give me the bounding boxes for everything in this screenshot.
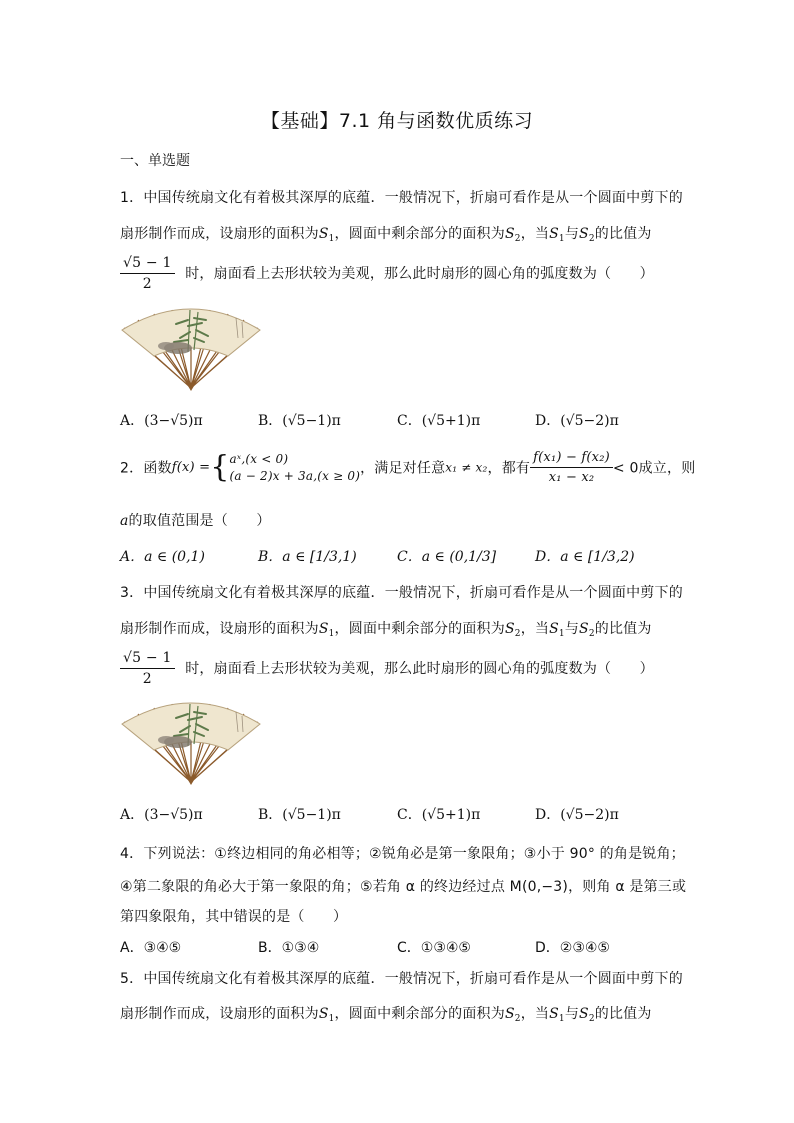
question-text: 第四象限角，其中错误的是（ ） bbox=[120, 909, 348, 925]
question-text: 中国传统扇文化有着极其深厚的底蕴．一般情况下，折扇可看作是从一个圆面中剪下的 bbox=[143, 971, 683, 987]
math-s2: $S_2$ bbox=[504, 226, 521, 244]
question-text: 下列说法：①终边相同的角必相等；②锐角必是第一象限角；③小于 90° 的角是锐角； bbox=[143, 846, 685, 862]
option-b[interactable]: B．(√5−1)π bbox=[258, 413, 341, 429]
option-d[interactable]: D．(√5−2)π bbox=[535, 807, 619, 823]
question-number: 2． bbox=[120, 460, 144, 477]
piecewise-brace: { bbox=[210, 449, 230, 485]
question-number: 3． bbox=[120, 585, 144, 601]
section-heading: 一、单选题 bbox=[120, 153, 190, 169]
option-c[interactable]: C．(√5+1)π bbox=[397, 807, 481, 823]
option-a[interactable]: A．③④⑤ bbox=[120, 940, 182, 956]
folding-fan-image bbox=[118, 300, 264, 392]
question-number: 5． bbox=[120, 971, 144, 987]
golden-ratio-fraction: $\frac{√5 - 1}{2}$ bbox=[120, 255, 175, 292]
question-text: 扇形制作而成，设扇形的面积为 bbox=[120, 226, 319, 242]
option-c[interactable]: C．①③④⑤ bbox=[397, 940, 471, 956]
question-number: 4． bbox=[120, 846, 144, 862]
golden-ratio-fraction: $\frac{√5 - 1}{2}$ bbox=[120, 650, 175, 687]
question-text: 时，扇面看上去形状较为美观，那么此时扇形的圆心角的弧度数为（ ） bbox=[185, 265, 654, 282]
question-text: 中国传统扇文化有着极其深厚的底蕴．一般情况下，折扇可看作是从一个圆面中剪下的 bbox=[143, 190, 683, 206]
page-title: 【基础】7.1 角与函数优质练习 bbox=[260, 110, 534, 132]
condition-math: x₁ ≠ x₂ bbox=[445, 460, 488, 475]
fan-pivot bbox=[188, 386, 194, 391]
piecewise-cases: aˣ,(x < 0) (a − 2)x + 3a,(x ≥ 0) bbox=[229, 451, 361, 483]
question-text: ，圆面中剩余部分的面积为 bbox=[334, 226, 505, 242]
document-page: 【基础】7.1 角与函数优质练习 一、单选题 1．中国传统扇文化有着极其深厚的底蕴．一般情况下，折扇可看作是从一个圆面中剪下的 扇形制作而成，设扇形的面积为$S_1$，圆面中剩余部分的面积为$S_2$，当$S_1$与$S_2$的比值为 $\frac{√5 - 1}{2}$ 时，扇面看上去形状较为美观，那么此时扇形的圆心角的弧度数为（ ） A．(3−√5)π B．(√5−1)π C．(√5+1)π D．(√5−2)π 2．函数f(x) ={ aˣ,(x < 0) (a − 2)x + 3a,(x ≥ 0) ，满足对任意x₁ ≠ x₂，都有 $\frac{\text{f(x₁) − f(x₂)}}{\text{x₁ − x₂}}$ < 0成立，则 a的取值范围是（ ） A．a ∈ (0,1) B．a ∈ [1/3,1) C．a ∈ (0,1/3] D．a ∈ [1/3,2) 3．中国传统扇文化有着极其深厚的底蕴．一般情况下，折扇可看作是从一个圆面中剪下的 扇形制作而成，设扇形的面积为$S_1$，圆面中剩余部分的面积为$S_2$，当$S_1$与$S_2$的比值为 $\frac{√5 - 1}{2}$ 时，扇面看上去形状较为美观，那么此时扇形的圆心角的弧度数为（ ） A．(3−√5)π B．(√5−1)π C．(√5+1)π D．(√5−2)π 4．下列说法：①终边相同的角必相等；②锐角必是第一象限角；③小于 90° 的角是锐角； ④第二象限的角必大于第一象限的角；⑤若角 α 的终边经过点 M(0,−3)，则角 α 是第三或 第四象限角，其中错误的是（ ） A．③④⑤ B．①③④ C．①③④⑤ D．②③④⑤ 5．中国传统扇文化有着极其深厚的底蕴．一般情况下，折扇可看作是从一个圆面中剪下的 扇形制作而成，设扇形的面积为$S_1$，圆面中剩余部分的面积为$S_2$，当$S_1$与$S_2$的比值为 bbox=[0, 0, 794, 1123]
option-d[interactable]: D．②③④⑤ bbox=[535, 940, 610, 956]
folding-fan-image bbox=[118, 694, 264, 786]
question-text: 中国传统扇文化有着极其深厚的底蕴．一般情况下，折扇可看作是从一个圆面中剪下的 bbox=[143, 585, 683, 601]
question-text: ④第二象限的角必大于第一象限的角；⑤若角 α 的终边经过点 M(0,−3)，则角 α 是第三或 bbox=[120, 879, 687, 895]
question-text: 时，扇面看上去形状较为美观，那么此时扇形的圆心角的弧度数为（ ） bbox=[185, 660, 654, 677]
option-b[interactable]: B．①③④ bbox=[258, 940, 320, 956]
math-s1: $S_1$ bbox=[318, 226, 335, 244]
option-b[interactable]: B．(√5−1)π bbox=[258, 807, 341, 823]
option-a[interactable]: A．(3−√5)π bbox=[120, 807, 203, 823]
question-number: 1． bbox=[120, 190, 144, 206]
option-a[interactable]: A．(3−√5)π bbox=[120, 413, 203, 429]
question-text: 函数 bbox=[143, 460, 172, 477]
function-name: f(x) = bbox=[171, 460, 211, 475]
option-d[interactable]: D．a ∈ [1/3,2) bbox=[535, 549, 635, 565]
option-d[interactable]: D．(√5−2)π bbox=[535, 413, 619, 429]
option-c[interactable]: C．a ∈ (0,1/3] bbox=[397, 549, 497, 565]
option-a[interactable]: A．a ∈ (0,1) bbox=[120, 549, 205, 565]
difference-quotient: $\frac{\text{f(x₁) − f(x₂)}}{\text{x₁ − x₂}}$ bbox=[530, 450, 613, 485]
option-b[interactable]: B．a ∈ [1/3,1) bbox=[258, 549, 357, 565]
option-c[interactable]: C．(√5+1)π bbox=[397, 413, 481, 429]
question-text: 的取值范围是（ ） bbox=[128, 513, 271, 529]
